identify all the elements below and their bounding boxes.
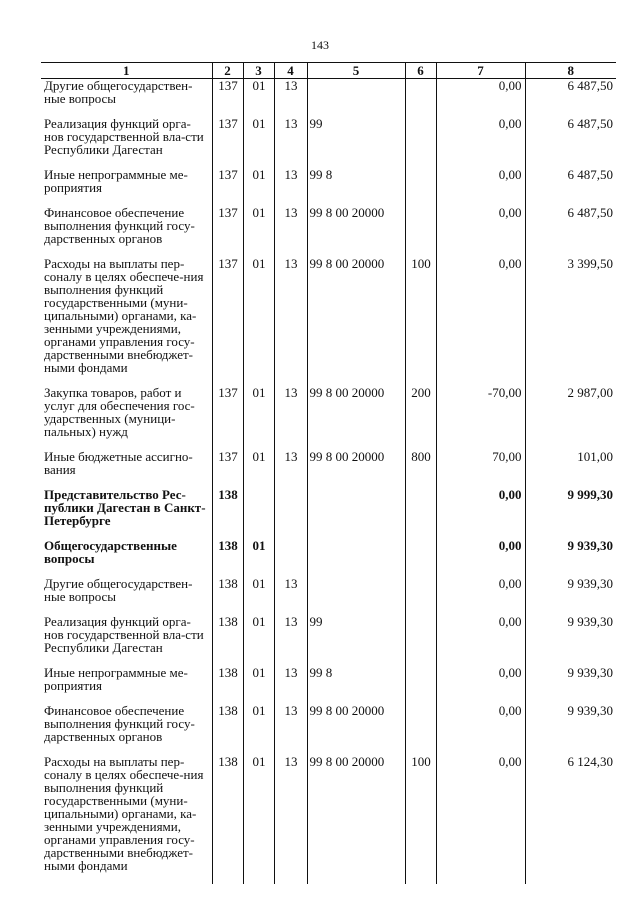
row-name-cell: Другие общегосударствен-ные вопросы bbox=[44, 78, 193, 106]
row-chapter-code-cell: 138 bbox=[212, 704, 243, 755]
row-chapter-code-cell: 137 bbox=[212, 450, 243, 488]
row-section-code-cell: 01 bbox=[243, 206, 274, 257]
row-target-article-cell: 99 8 00 20000 bbox=[307, 206, 405, 257]
row-expense-type-cell: 100 bbox=[405, 755, 436, 884]
header-col-3: 3 bbox=[243, 63, 274, 79]
row-expense-type-cell bbox=[405, 117, 436, 168]
row-change-amount-cell: 0,00 bbox=[436, 257, 525, 386]
row-total-amount-cell: 6 487,50 bbox=[525, 79, 616, 118]
header-col-4: 4 bbox=[274, 63, 307, 79]
row-target-article-cell bbox=[307, 79, 405, 118]
row-name-cell: Иные непрограммные ме-роприятия bbox=[44, 665, 188, 693]
row-total-amount-cell: 3 399,50 bbox=[525, 257, 616, 386]
row-subsection-code-cell: 13 bbox=[274, 704, 307, 755]
row-chapter-code-cell: 138 bbox=[212, 615, 243, 666]
row-section-code-cell: 01 bbox=[243, 704, 274, 755]
row-change-amount-cell: 0,00 bbox=[436, 206, 525, 257]
row-section-code-cell: 01 bbox=[243, 666, 274, 704]
row-chapter-code-cell: 137 bbox=[212, 168, 243, 206]
table-row bbox=[41, 488, 616, 539]
row-expense-type-cell: 800 bbox=[405, 450, 436, 488]
row-total-amount-cell: 9 939,30 bbox=[525, 704, 616, 755]
row-total-amount-cell: 6 124,30 bbox=[525, 755, 616, 884]
row-target-article-cell: 99 8 00 20000 bbox=[307, 755, 405, 884]
row-target-article-cell bbox=[307, 488, 405, 539]
header-col-6: 6 bbox=[405, 63, 436, 79]
row-expense-type-cell bbox=[405, 206, 436, 257]
row-subsection-code-cell: 13 bbox=[274, 615, 307, 666]
table-row bbox=[41, 168, 616, 206]
row-name-cell: Реализация функций орга-нов государственной вла-сти Республики Дагестан bbox=[44, 614, 204, 655]
row-name-cell: Расходы на выплаты пер-соналу в целях обеспече-ния выполнения функций государственными (муни-ципальными) органами, ка-зенными учреждениями, органами управления госу-дарственными внебюджет-ными фондами bbox=[44, 256, 204, 375]
row-target-article-cell bbox=[307, 577, 405, 615]
row-change-amount-cell: 0,00 bbox=[436, 79, 525, 118]
row-chapter-code-cell: 137 bbox=[212, 386, 243, 450]
row-name-cell: Финансовое обеспечение выполнения функций госу-дарственных органов bbox=[44, 703, 195, 744]
row-change-amount-cell: 0,00 bbox=[436, 577, 525, 615]
row-name-cell: Представительство Рес-публики Дагестан в Санкт-Петербурге bbox=[44, 487, 206, 528]
row-total-amount-cell: 9 939,30 bbox=[525, 666, 616, 704]
row-chapter-code-cell: 138 bbox=[212, 539, 243, 577]
row-total-amount-cell: 6 487,50 bbox=[525, 117, 616, 168]
row-section-code-cell: 01 bbox=[243, 539, 274, 577]
row-total-amount-cell: 9 939,30 bbox=[525, 539, 616, 577]
row-chapter-code-cell: 138 bbox=[212, 666, 243, 704]
row-subsection-code-cell bbox=[274, 539, 307, 577]
table-body bbox=[41, 79, 616, 885]
row-subsection-code-cell: 13 bbox=[274, 577, 307, 615]
row-change-amount-cell: 0,00 bbox=[436, 704, 525, 755]
budget-table bbox=[41, 62, 616, 884]
header-col-5: 5 bbox=[307, 63, 405, 79]
row-total-amount-cell: 9 939,30 bbox=[525, 615, 616, 666]
row-section-code-cell: 01 bbox=[243, 450, 274, 488]
table-row bbox=[41, 755, 616, 884]
row-expense-type-cell bbox=[405, 539, 436, 577]
header-col-1: 1 bbox=[41, 63, 212, 79]
row-change-amount-cell: 0,00 bbox=[436, 539, 525, 577]
row-change-amount-cell: 0,00 bbox=[436, 117, 525, 168]
row-chapter-code-cell: 138 bbox=[212, 577, 243, 615]
row-name-cell: Реализация функций орга-нов государственной вла-сти Республики Дагестан bbox=[44, 116, 204, 157]
table-row bbox=[41, 386, 616, 450]
row-name-cell: Финансовое обеспечение выполнения функций госу-дарственных органов bbox=[44, 205, 195, 246]
row-total-amount-cell: 2 987,00 bbox=[525, 386, 616, 450]
row-expense-type-cell bbox=[405, 168, 436, 206]
row-target-article-cell: 99 bbox=[307, 117, 405, 168]
row-section-code-cell: 01 bbox=[243, 117, 274, 168]
row-change-amount-cell: 0,00 bbox=[436, 755, 525, 884]
row-chapter-code-cell: 138 bbox=[212, 755, 243, 884]
row-subsection-code-cell: 13 bbox=[274, 206, 307, 257]
row-name-cell: Другие общегосударствен-ные вопросы bbox=[44, 576, 193, 604]
row-chapter-code-cell: 137 bbox=[212, 79, 243, 118]
row-target-article-cell: 99 8 bbox=[307, 168, 405, 206]
row-expense-type-cell bbox=[405, 666, 436, 704]
row-subsection-code-cell: 13 bbox=[274, 755, 307, 884]
row-chapter-code-cell: 137 bbox=[212, 117, 243, 168]
table-row bbox=[41, 666, 616, 704]
table-row bbox=[41, 450, 616, 488]
table-row bbox=[41, 257, 616, 386]
row-section-code-cell: 01 bbox=[243, 168, 274, 206]
row-total-amount-cell: 6 487,50 bbox=[525, 206, 616, 257]
row-section-code-cell: 01 bbox=[243, 615, 274, 666]
row-expense-type-cell: 200 bbox=[405, 386, 436, 450]
row-section-code-cell: 01 bbox=[243, 257, 274, 386]
row-subsection-code-cell: 13 bbox=[274, 117, 307, 168]
row-change-amount-cell: 70,00 bbox=[436, 450, 525, 488]
row-total-amount-cell: 9 999,30 bbox=[525, 488, 616, 539]
row-target-article-cell: 99 8 00 20000 bbox=[307, 704, 405, 755]
row-expense-type-cell bbox=[405, 704, 436, 755]
row-change-amount-cell: 0,00 bbox=[436, 168, 525, 206]
table-row bbox=[41, 206, 616, 257]
row-change-amount-cell: -70,00 bbox=[436, 386, 525, 450]
row-target-article-cell: 99 8 bbox=[307, 666, 405, 704]
row-subsection-code-cell bbox=[274, 488, 307, 539]
row-target-article-cell: 99 8 00 20000 bbox=[307, 450, 405, 488]
row-subsection-code-cell: 13 bbox=[274, 450, 307, 488]
row-name-cell: Закупка товаров, работ и услуг для обеспечения гос-ударственных (муници-пальных) нужд bbox=[44, 385, 195, 439]
row-expense-type-cell: 100 bbox=[405, 257, 436, 386]
row-total-amount-cell: 101,00 bbox=[525, 450, 616, 488]
row-total-amount-cell: 9 939,30 bbox=[525, 577, 616, 615]
row-section-code-cell: 01 bbox=[243, 577, 274, 615]
header-col-8: 8 bbox=[525, 63, 616, 79]
row-change-amount-cell: 0,00 bbox=[436, 666, 525, 704]
row-expense-type-cell bbox=[405, 79, 436, 118]
row-subsection-code-cell: 13 bbox=[274, 168, 307, 206]
row-target-article-cell: 99 8 00 20000 bbox=[307, 386, 405, 450]
row-section-code-cell: 01 bbox=[243, 755, 274, 884]
row-section-code-cell: 01 bbox=[243, 386, 274, 450]
row-expense-type-cell bbox=[405, 488, 436, 539]
table-row bbox=[41, 704, 616, 755]
row-section-code-cell: 01 bbox=[243, 79, 274, 118]
row-subsection-code-cell: 13 bbox=[274, 79, 307, 118]
table-row bbox=[41, 539, 616, 577]
row-section-code-cell bbox=[243, 488, 274, 539]
page-number: 143 bbox=[311, 38, 329, 52]
row-subsection-code-cell: 13 bbox=[274, 257, 307, 386]
row-subsection-code-cell: 13 bbox=[274, 386, 307, 450]
table-header-row bbox=[41, 63, 616, 79]
table-row bbox=[41, 577, 616, 615]
header-col-2: 2 bbox=[212, 63, 243, 79]
row-subsection-code-cell: 13 bbox=[274, 666, 307, 704]
table-row bbox=[41, 79, 616, 118]
table-row bbox=[41, 117, 616, 168]
row-target-article-cell: 99 8 00 20000 bbox=[307, 257, 405, 386]
row-name-cell: Расходы на выплаты пер-соналу в целях обеспече-ния выполнения функций государственными (муни-ципальными) органами, ка-зенными учреждениями, органами управления госу-дарственными внебюджет-ными фондами bbox=[44, 754, 204, 873]
row-target-article-cell: 99 bbox=[307, 615, 405, 666]
row-chapter-code-cell: 137 bbox=[212, 257, 243, 386]
row-name-cell: Общегосударственные вопросы bbox=[44, 538, 177, 566]
row-total-amount-cell: 6 487,50 bbox=[525, 168, 616, 206]
row-name-cell: Иные непрограммные ме-роприятия bbox=[44, 167, 188, 195]
row-target-article-cell bbox=[307, 539, 405, 577]
table-row bbox=[41, 615, 616, 666]
row-change-amount-cell: 0,00 bbox=[436, 488, 525, 539]
row-expense-type-cell bbox=[405, 615, 436, 666]
row-chapter-code-cell: 137 bbox=[212, 206, 243, 257]
row-chapter-code-cell: 138 bbox=[212, 488, 243, 539]
row-name-cell: Иные бюджетные ассигно-вания bbox=[44, 449, 193, 477]
row-change-amount-cell: 0,00 bbox=[436, 615, 525, 666]
row-expense-type-cell bbox=[405, 577, 436, 615]
header-col-7: 7 bbox=[436, 63, 525, 79]
